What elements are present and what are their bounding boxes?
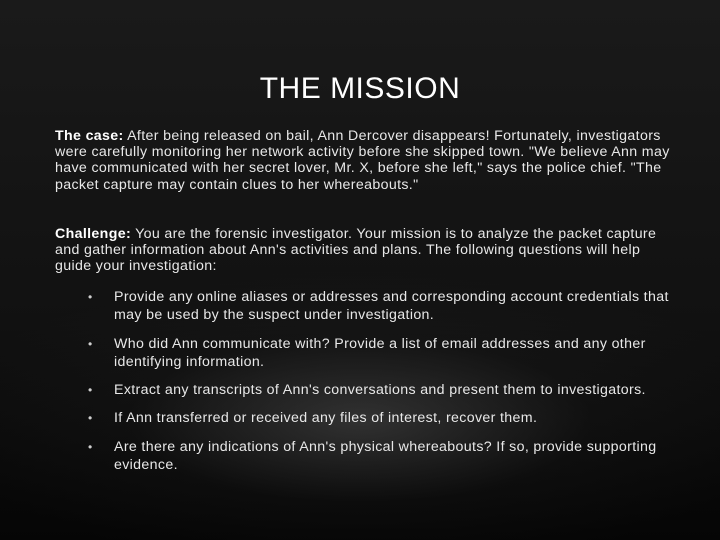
challenge-label: Challenge: [55, 226, 132, 242]
list-item-text: Provide any online aliases or addresses and corresponding account credentials that may be used by the suspect under investigation. [114, 289, 669, 324]
bullet-icon: • [88, 411, 93, 426]
challenge-text: You are the forensic investigator. Your mission is to analyze the packet capture and gather information about Ann's activities and plans. The following questions will help guide your investigation: [55, 226, 657, 275]
list-item-text: Are there any indications of Ann's physical whereabouts? If so, provide supporting evidence. [114, 438, 657, 474]
bullet-icon: • [88, 439, 93, 454]
bullet-icon: • [88, 383, 93, 398]
slide-title: THE MISSION [259, 72, 461, 105]
case-text: After being released on bail, Ann Dercover disappears! Fortunately, investigators were carefully monitoring her network activity before she skipped town. "We believe Ann may have communicated with her secret lover, Mr. X, before she left," says the police chief. "The packet capture may contain clues to her whereabouts." [55, 128, 670, 193]
list-item [88, 288, 678, 325]
challenge-paragraph [55, 226, 675, 275]
list-item [88, 438, 678, 475]
list-item-text: Who did Ann communicate with? Provide a list of email addresses and any other identifying information. [114, 335, 646, 370]
list-item-text: If Ann transferred or received any files of interest, recover them. [114, 410, 538, 427]
case-label: The case: [55, 128, 124, 144]
question-list [88, 288, 678, 484]
case-paragraph [55, 128, 675, 193]
list-item [88, 335, 678, 372]
list-item [88, 409, 678, 427]
list-item-text: Extract any transcripts of Ann's conversations and present them to investigators. [114, 382, 646, 399]
bullet-icon: • [88, 290, 93, 304]
list-item [88, 381, 678, 399]
bullet-icon: • [88, 336, 93, 351]
